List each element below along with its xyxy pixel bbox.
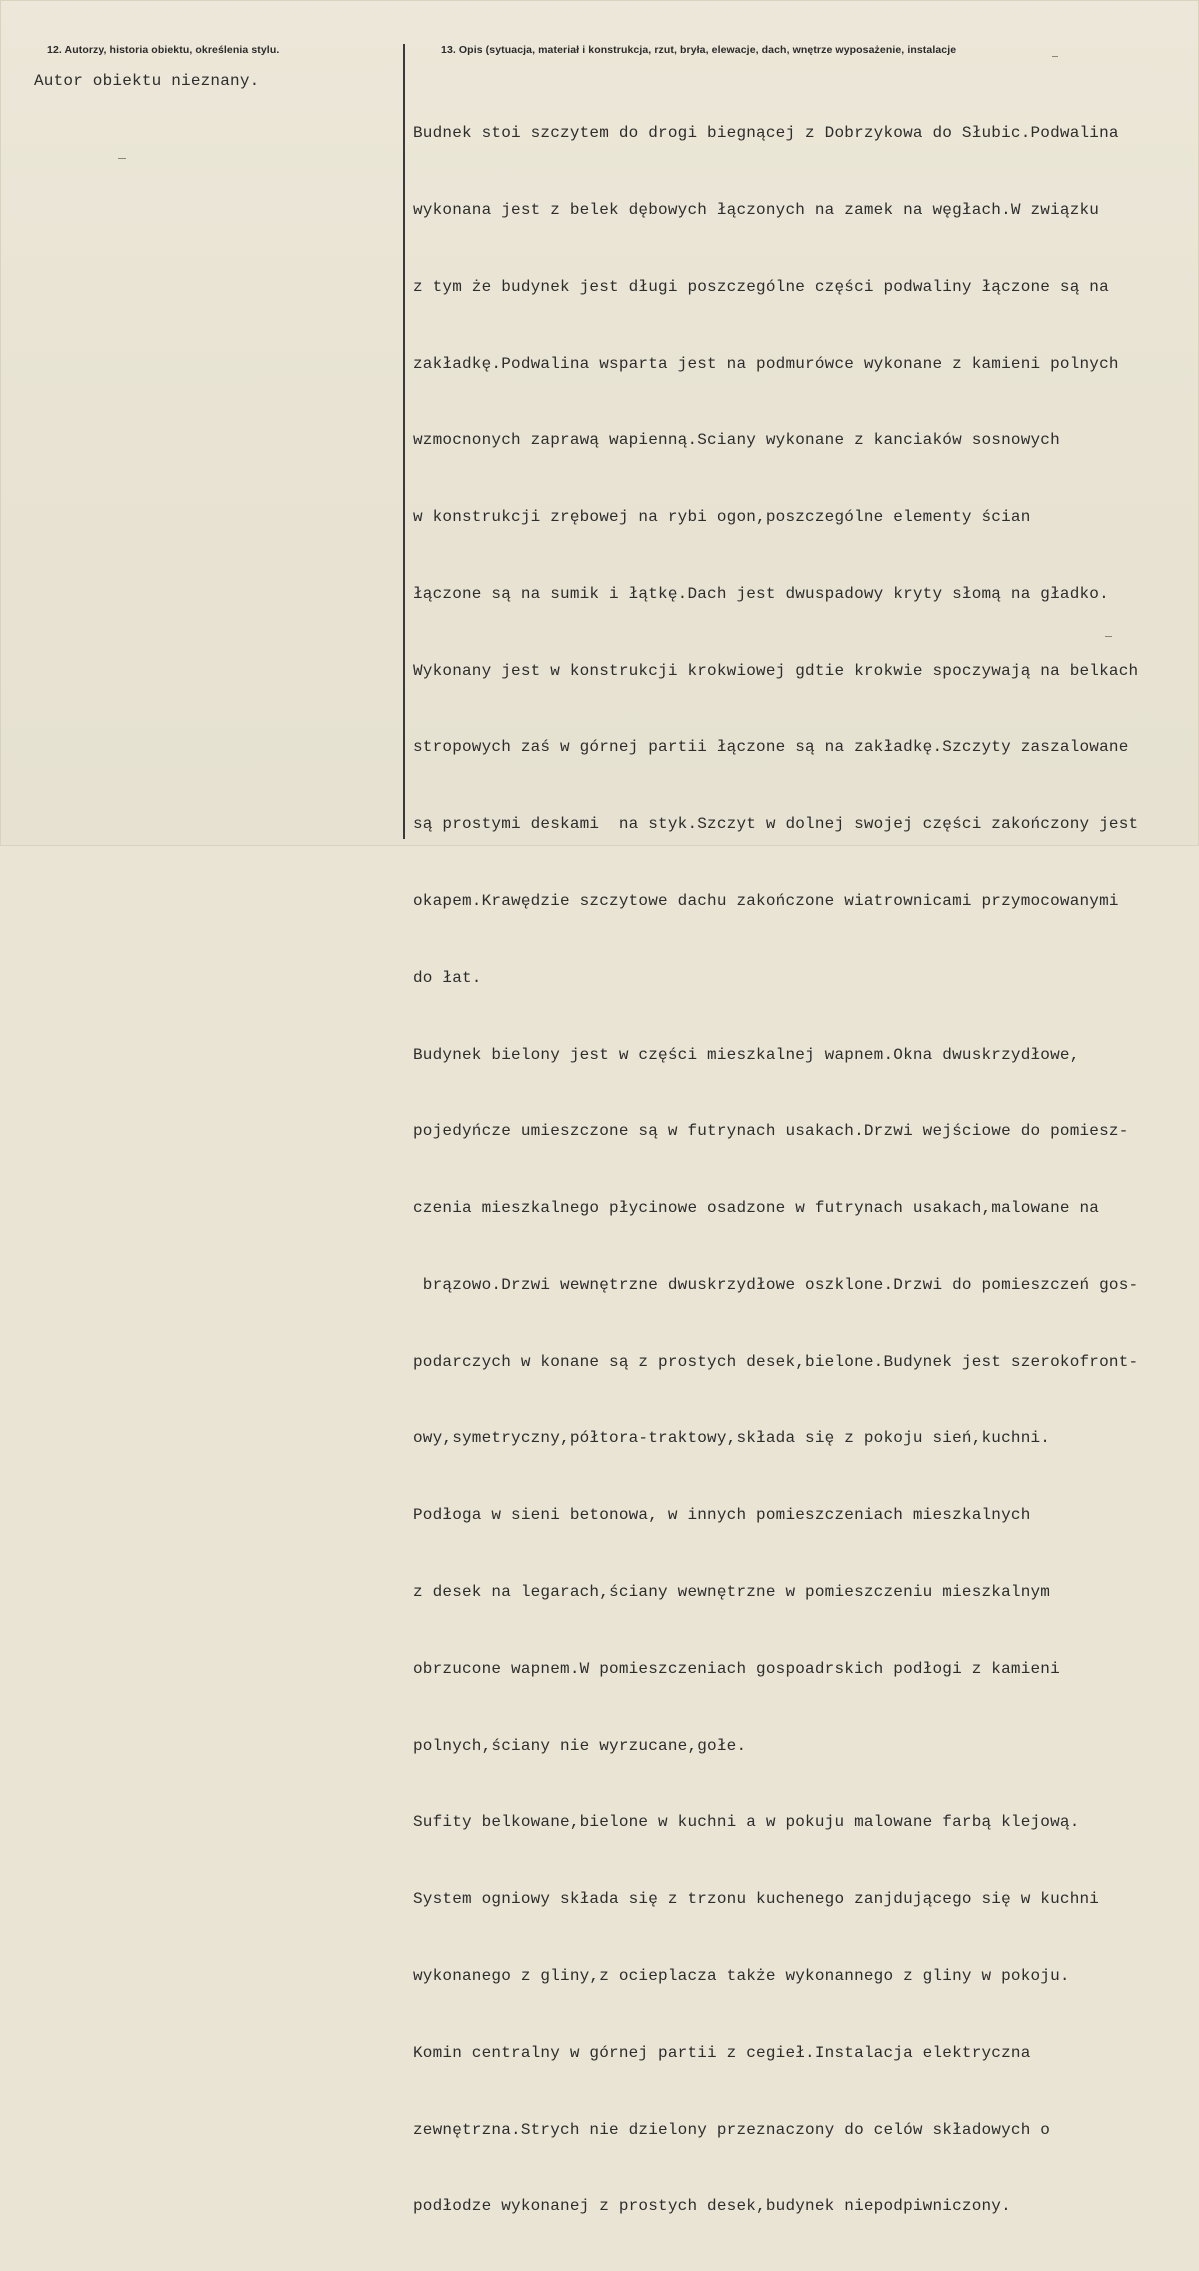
body-line: stropowych zaś w górnej partii łączone są na zakładkę.Szczyty zaszalowane	[413, 738, 1129, 757]
body-line: w konstrukcji zrębowej na rybi ogon,poszczególne elementy ścian	[413, 508, 1031, 527]
body-line: wykonanego z gliny,z ocieplacza także wykonannego z gliny w pokoju.	[413, 1966, 1070, 1985]
body-line: zakładkę.Podwalina wsparta jest na podmurówce wykonane z kamieni polnych	[413, 354, 1119, 373]
body-line: owy,symetryczny,półtora-traktowy,składa się z pokoju sień,kuchni.	[413, 1429, 1051, 1448]
body-line: Wykonany jest w konstrukcji krokwiowej gdtie krokwie spoczywają na belkach	[413, 661, 1139, 680]
body-line: pojedyńcze umieszczone są w futrynach usakach.Drzwi wejściowe do pomiesz-	[413, 1122, 1129, 1141]
body-line: są prostymi deskami na styk.Szczyt w dolnej swojej części zakończony jest	[413, 815, 1139, 834]
stray-mark	[1052, 56, 1058, 57]
section-13-heading: 13. Opis (sytuacja, materiał i konstrukcja, rzut, bryła, elewacje, dach, wnętrze wyposażenie, instalacje	[441, 44, 957, 56]
body-line: wzmocnonych zaprawą wapienną.Sciany wykonane z kanciaków sosnowych	[413, 431, 1060, 450]
section-12-heading: 12. Autorzy, historia obiektu, określenia stylu.	[47, 44, 280, 56]
body-line: Budynek bielony jest w części mieszkalnej wapnem.Okna dwuskrzydłowe,	[413, 1045, 1080, 1064]
stray-mark	[118, 158, 126, 159]
body-line: podłodze wykonanej z prostych desek,budynek niepodpiwniczony.	[413, 2197, 1011, 2216]
body-line: z desek na legarach,ściany wewnętrzne w pomieszczeniu mieszkalnym	[413, 1583, 1051, 1602]
body-line: Podłoga w sieni betonowa, w innych pomieszczeniach mieszkalnych	[413, 1506, 1031, 1525]
body-line: okapem.Krawędzie szczytowe dachu zakończone wiatrownicami przymocowanymi	[413, 892, 1119, 910]
body-line: obrzucone wapnem.W pomieszczeniach gospoadrskich podłogi z kamieni	[413, 1659, 1060, 1678]
body-line: System ogniowy składa się z trzonu kuchenego zanjdującego się w kuchni	[413, 1890, 1100, 1909]
body-line: czenia mieszkalnego płycinowe osadzone w futrynach usakach,malowane na	[413, 1199, 1100, 1218]
body-line: do łat.	[413, 968, 482, 987]
body-line: z tym że budynek jest długi poszczególne części podwaliny łączone są na	[413, 277, 1109, 296]
body-line: polnych,ściany nie wyrzucane,gołe.	[413, 1736, 747, 1755]
body-line: Sufity belkowane,bielone w kuchni a w pokuju malowane farbą klejową.	[413, 1813, 1080, 1832]
body-line: Budnek stoi szczytem do drogi biegnącej z Dobrzykowa do Słubic.Podwalina	[413, 124, 1119, 143]
stray-mark	[1105, 636, 1112, 637]
column-divider	[403, 44, 405, 839]
body-line: wykonana jest z belek dębowych łączonych na zamek na węgłach.W związku	[413, 200, 1100, 219]
section-12-text: Autor obiektu nieznany.	[34, 72, 260, 90]
body-line: zewnętrzna.Strych nie dzielony przeznaczony do celów składowych o	[413, 2120, 1051, 2139]
body-line: Komin centralny w górnej partii z cegieł.Instalacja elektryczna	[413, 2043, 1031, 2062]
body-line: łączone są na sumik i łątkę.Dach jest dwuspadowy kryty słomą na gładko.	[413, 584, 1109, 603]
section-13-body	[413, 70, 1138, 2271]
body-line: brązowo.Drzwi wewnętrzne dwuskrzydłowe oszklone.Drzwi do pomieszczeń gos-	[413, 1275, 1139, 1294]
body-line: podarczych w konane są z prostych desek,bielone.Budynek jest szerokofront-	[413, 1352, 1139, 1371]
